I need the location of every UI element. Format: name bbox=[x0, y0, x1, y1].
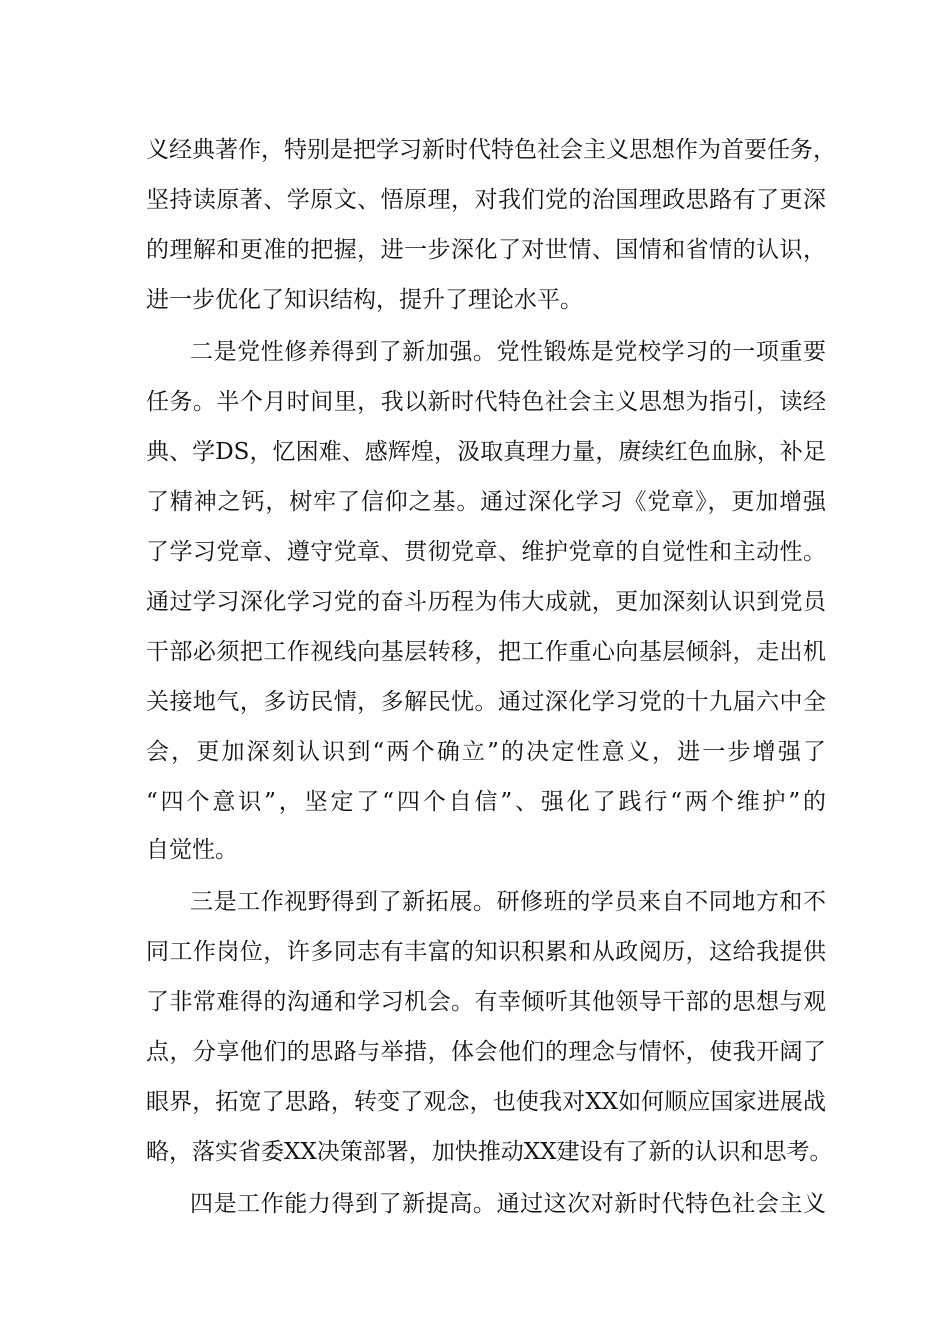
text-line: 任务。半个月时间里，我以新时代特色社会主义思想为指引，读经 bbox=[146, 389, 826, 415]
text-line: 了非常难得的沟通和学习机会。有幸倾听其他领导干部的思想与观 bbox=[146, 989, 826, 1015]
paragraph-start-line: 三是工作视野得到了新拓展。研修班的学员来自不同地方和不 bbox=[190, 889, 826, 915]
text-line: 的理解和更准的把握，进一步深化了对世情、国情和省情的认识， bbox=[146, 237, 826, 263]
text-line: 点，分享他们的思路与举措，体会他们的理念与情怀，使我开阔了 bbox=[146, 1039, 826, 1065]
paragraph-start-line: 四是工作能力得到了新提高。通过这次对新时代特色社会主义 bbox=[190, 1191, 826, 1217]
text-line: “四个意识”，坚定了“四个自信”、强化了践行“两个维护”的 bbox=[146, 789, 826, 815]
text-line: 略，落实省委XX决策部署，加快推动XX建设有了新的认识和思考。 bbox=[146, 1139, 833, 1165]
text-line: 会，更加深刻认识到“两个确立”的决定性意义，进一步增强了 bbox=[146, 739, 826, 765]
text-line: 自觉性。 bbox=[146, 837, 238, 863]
text-line: 关接地气，多访民情，多解民忧。通过深化学习党的十九届六中全 bbox=[146, 689, 826, 715]
text-line: 了学习党章、遵守党章、贯彻党章、维护党章的自觉性和主动性。 bbox=[146, 539, 826, 565]
paragraph-start-line: 二是党性修养得到了新加强。党性锻炼是党校学习的一项重要 bbox=[190, 339, 826, 365]
text-line: 坚持读原著、学原文、悟原理，对我们党的治国理政思路有了更深 bbox=[146, 187, 826, 213]
text-line: 了精神之钙，树牢了信仰之基。通过深化学习《党章》，更加增强 bbox=[146, 489, 826, 515]
text-line: 典、学DS，忆困难、感辉煌，汲取真理力量，赓续红色血脉，补足 bbox=[146, 439, 826, 465]
text-line: 通过学习深化学习党的奋斗历程为伟大成就，更加深刻认识到党员 bbox=[146, 589, 826, 615]
text-line: 进一步优化了知识结构，提升了理论水平。 bbox=[146, 287, 583, 313]
text-line: 眼界，拓宽了思路，转变了观念，也使我对XX如何顺应国家进展战 bbox=[146, 1089, 826, 1115]
text-line: 同工作岗位，许多同志有丰富的知识积累和从政阅历，这给我提供 bbox=[146, 939, 826, 965]
text-line: 义经典著作，特别是把学习新时代特色社会主义思想作为首要任务， bbox=[146, 137, 836, 163]
text-line: 干部必须把工作视线向基层转移，把工作重心向基层倾斜，走出机 bbox=[146, 639, 826, 665]
